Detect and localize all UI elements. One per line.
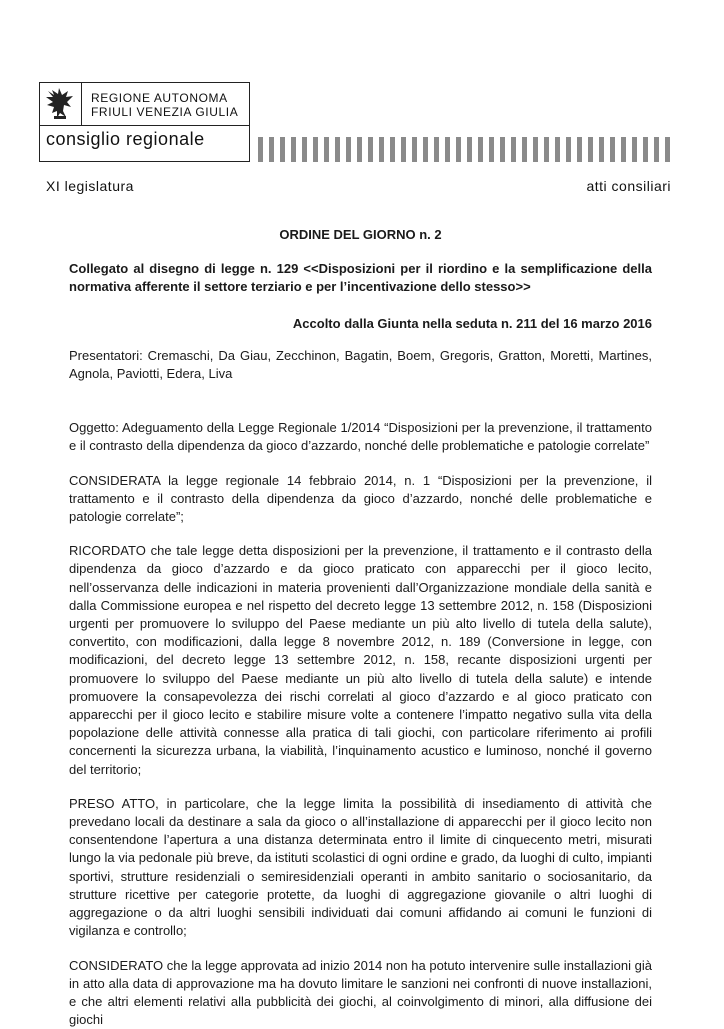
- preso-atto-paragraph: [69, 795, 652, 941]
- decorative-stripes: [258, 137, 672, 162]
- ricordato-label: RICORDATO: [69, 543, 146, 558]
- subject-paragraph: Oggetto: Adeguamento della Legge Regionale 1/2014 “Disposizioni per la prevenzione, il trattamento e il contrasto della dipendenza da gioco d’azzardo, nonché delle problematiche e patologie correlate”: [69, 419, 652, 455]
- considerato-text: che la legge approvata ad inizio 2014 non ha potuto intervenire sulle installazioni già in atto alla data di approvazione ma ha dovuto limitare le sanzioni nei confronti di nuove installazioni, e che altri elementi relativi alla pubblicità dei giochi, al coinvolgimento di minori, alla diffusione dei giochi: [69, 958, 652, 1028]
- legislature-label: XI legislatura: [46, 178, 134, 194]
- presenters: Presentatori: Cremaschi, Da Giau, Zecchinon, Bagatin, Boem, Gregoris, Gratton, Moretti, Martines, Agnola, Paviotti, Edera, Liva: [69, 347, 652, 383]
- preso-atto-text: , in particolare, che la legge limita la possibilità di insediamento di attività che prevedano locali da destinare a sala da gioco o all’installazione di apparecchi per il gioco lecito non consentendone l’apertura a una distanza determinata entro il limite di cinquecento metri, misurati lungo la via pedonale più breve, da istituti scolastici di ogni ordine e grado, da luoghi di culto, impianti sportivi, strutture residenziali o semiresidenziali operanti in ambito sanitario o sociosanitario, da strutture ricettive per categorie protette, da luoghi di aggregazione giovanile o altri luoghi di aggregazione o da altri luoghi sensibili individuati dai comuni affidando ai comuni le funzioni di vigilanza e controllo;: [69, 796, 652, 938]
- document-subject: Collegato al disegno di legge n. 129 <<Disposizioni per il riordino e la semplificazione della normativa afferente il settore terziario e per l’incentivazione dello stesso>>: [69, 260, 652, 296]
- region-name-line2: FRIULI VENEZIA GIULIA: [91, 106, 238, 118]
- considerata-paragraph: [69, 472, 652, 527]
- acceptance-note: Accolto dalla Giunta nella seduta n. 211 del 16 marzo 2016: [69, 315, 652, 333]
- considerato-label: CONSIDERATO: [69, 958, 163, 973]
- document-title: ORDINE DEL GIORNO n. 2: [69, 226, 652, 244]
- ricordato-text: che tale legge detta disposizioni per la prevenzione, il trattamento e il contrasto della dipendenza da gioco d’azzardo e da gioco praticato con apparecchi per il gioco lecito, nell’osservanza delle indicazioni in materia provenienti dall’Organizzazione mondiale della sanità e dalla Commissione europea e nel rispetto del decreto legge 13 settembre 2012, n. 158 (Disposizioni urgenti per promuovere lo sviluppo del Paese mediante un più alto livello di tutela della salute), convertito, con modificazioni, dalla legge 8 novembre 2012, n. 189 (Conversione in legge, con modificazioni, del decreto legge 13 settembre 2012, n. 158, recante disposizioni urgenti per promuovere lo sviluppo del Paese mediante un più alto livello di tutela della salute) e intende promuovere la consapevolezza dei rischi correlati al gioco d’azzardo e al gioco praticato con apparecchi per il gioco lecito e stabilire misure volte a contenere l’impatto negativo sulla vita della popolazione delle attività connesse alla pratica di tali giochi, con particolare riferimento ai profili concernenti la sicurezza urbana, la viabilità, l’inquinamento acustico e luminoso, nonché il governo del territorio;: [69, 543, 652, 776]
- considerata-text: la legge regionale 14 febbraio 2014, n. 1 “Disposizioni per la prevenzione, il trattamento e il contrasto della dipendenza da gioco d’azzardo, nonché delle problematiche e patologie correlate”;: [69, 473, 652, 524]
- logo-header: [40, 83, 249, 126]
- region-logo: [39, 82, 250, 162]
- considerato-paragraph: [69, 957, 652, 1029]
- ricordato-paragraph: [69, 542, 652, 779]
- eagle-icon: [40, 83, 82, 125]
- document-body: [69, 226, 652, 1029]
- acts-label: atti consiliari: [586, 178, 671, 194]
- considerata-label: CONSIDERATA: [69, 473, 160, 488]
- council-name: consiglio regionale: [46, 129, 205, 150]
- region-name-line1: REGIONE AUTONOMA: [91, 92, 228, 104]
- preso-atto-label: PRESO ATTO: [69, 796, 155, 811]
